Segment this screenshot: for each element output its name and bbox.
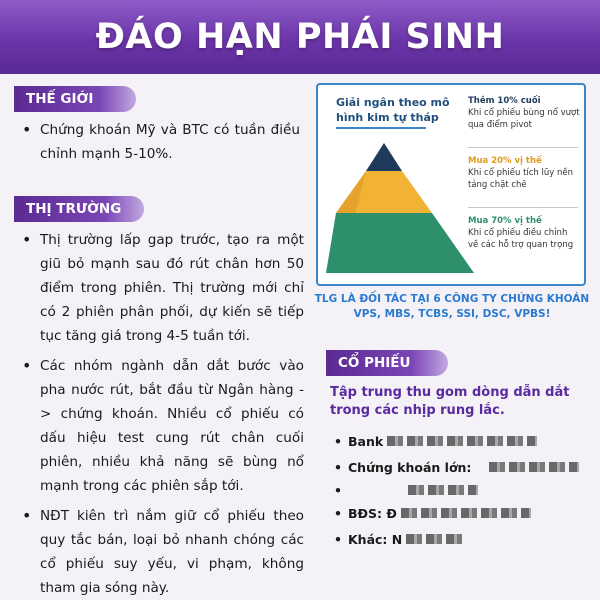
level-desc: Khi cổ phiếu bùng nổ vượt qua điểm pivot: [468, 108, 580, 130]
section-tag-label: CỔ PHIẾU: [338, 355, 411, 371]
level-label: Thêm 10% cuối: [468, 96, 541, 106]
redacted-text: [387, 436, 537, 446]
level-desc: Khi cổ phiếu tích lũy nền tảng chặt chẽ: [468, 168, 574, 190]
pyramid-level-3: [468, 215, 580, 251]
stock-focus-title: Tập trung thu gom dòng dẫn dắt trong các nhịp rung lắc.: [330, 385, 570, 418]
redacted-text: [489, 462, 579, 472]
redacted-text: [401, 508, 531, 518]
stock-list: [330, 428, 592, 552]
header-banner: [0, 0, 600, 74]
partner-note: TLG LÀ ĐỐI TÁC TẠI 6 CÔNG TY CHỨNG KHOÁN VPS, MBS, TCBS, SSI, DSC, VPBS!: [314, 293, 590, 320]
list-item: • Bank: [330, 428, 592, 454]
list-item: • Chứng khoán Mỹ và BTC có tuần điều chỉnh mạnh 5-10%.: [20, 118, 300, 166]
pyramid-graphic: [324, 133, 484, 283]
section-tag-thi-truong: [14, 196, 144, 222]
pyramid-title: Giải ngân theo mô hình kim tự tháp: [336, 96, 450, 124]
title-underline: [336, 127, 426, 129]
pyramid-bottom-tier: [326, 213, 474, 273]
list-item: • BĐS: Đ: [330, 500, 592, 526]
level-label: Mua 70% vị thế: [468, 216, 542, 226]
list-item: • Thị trường lấp gap trước, tạo ra một giũ bỏ mạnh sau đó rút chân hơn 50 điểm trong phiên. Thị trường mới chỉ có 2 phiên phân phối, dự kiến sẽ tiếp tục tăng giá trong 4-5 tuần tới.: [20, 228, 304, 348]
level-label: Mua 20% vị thế: [468, 156, 542, 166]
the-gioi-list: [20, 118, 300, 172]
list-item: • Các nhóm ngành dẫn dắt bước vào pha nước rút, bắt đầu từ Ngân hàng -> chứng khoán. Nhiều cổ phiếu có dấu hiệu test cung rút chân cuối phiên, nhiều khả năng sẽ bùng nổ mạnh trong các phiên sắp tới.: [20, 354, 304, 498]
section-tag-the-gioi: [14, 86, 136, 112]
list-item: • Khác: N: [330, 526, 592, 552]
redacted-text: [406, 534, 466, 544]
pyramid-level-1: [468, 95, 580, 131]
section-tag-label: THẾ GIỚI: [26, 91, 94, 107]
pyramid-infographic: [316, 83, 586, 286]
list-item: • Chứng khoán lớn:: [330, 454, 592, 480]
pyramid-level-2: [468, 155, 580, 191]
section-tag-co-phieu: [326, 350, 448, 376]
section-tag-label: THỊ TRƯỜNG: [26, 201, 122, 217]
list-item: [330, 480, 592, 500]
page-title: ĐÁO HẠN PHÁI SINH: [95, 17, 505, 57]
thi-truong-list: [20, 228, 304, 600]
pyramid-top-tier: [366, 143, 402, 171]
level-desc: Khi cổ phiếu điều chỉnh về các hỗ trợ quan trọng: [468, 228, 574, 250]
list-item: • NĐT kiên trì nắm giữ cổ phiếu theo quy tắc bán, loại bỏ nhanh chóng các cổ phiếu suy yếu, vi phạm, không tham gia sóng này.: [20, 504, 304, 600]
redacted-text: [408, 485, 478, 495]
